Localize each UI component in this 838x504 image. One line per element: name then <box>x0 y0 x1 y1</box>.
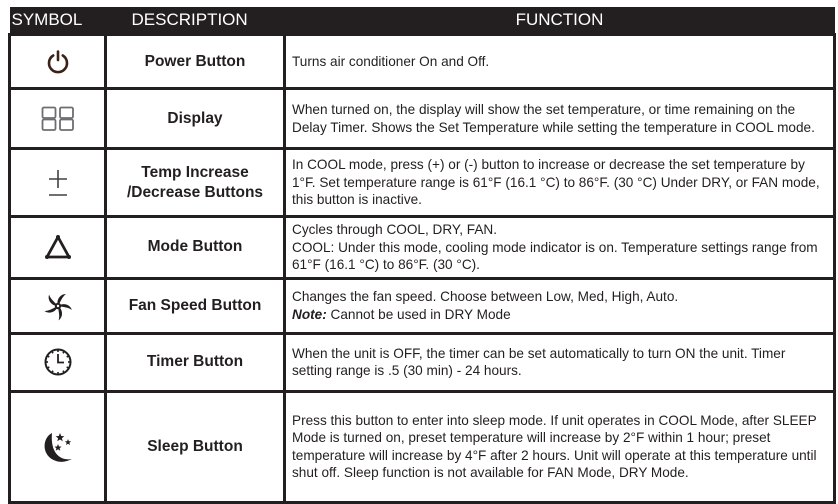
table-row-power <box>10 35 835 89</box>
description-line: Temp Increase <box>141 163 249 181</box>
function-cell: When the unit is OFF, the timer can be set automatically to turn ON the unit. Timer setting range is .5 (30 min) - 24 hours. <box>285 333 835 391</box>
description-cell: Timer Button <box>106 333 285 391</box>
table-row-display <box>10 89 835 149</box>
symbol-cell <box>10 278 106 333</box>
table-row-sleep <box>10 391 835 502</box>
table-row-fan-speed <box>10 278 835 333</box>
table-row-timer <box>10 333 835 391</box>
header-description: DESCRIPTION <box>106 7 285 35</box>
note-text: Cannot be used in DRY Mode <box>326 306 511 322</box>
function-cell: Press this button to enter into sleep mode. If unit operates in COOL Mode, after SLEEP Mode is turned on, preset temperature will increase by 2°F within 1 hour; preset temperature will increase by 4°F after 2 hours. Unit will operate at this temperature until shut off. Sleep function is not available for FAN Mode, DRY Mode. <box>285 391 835 502</box>
symbol-cell <box>10 89 106 149</box>
description-cell: Sleep Button <box>106 391 285 502</box>
description-line: /Decrease Buttons <box>126 183 264 201</box>
description-cell: Fan Speed Button <box>106 278 285 333</box>
header-symbol: SYMBOL <box>10 7 106 35</box>
function-cell: In COOL mode, press (+) or (-) button to increase or decrease the set temperature by 1°F. Set temperature range is 61°F (16.1 °C) to 86°F. (30 °C) Under DRY, or FAN mode, this button is inactive. <box>285 149 835 217</box>
header-row <box>10 7 835 35</box>
header-function: FUNCTION <box>285 7 835 35</box>
controls-table <box>8 7 836 504</box>
function-cell <box>285 217 835 279</box>
description-cell: Power Button <box>106 35 285 89</box>
symbol-cell <box>10 217 106 279</box>
symbol-cell <box>10 149 106 217</box>
symbol-cell <box>10 333 106 391</box>
note-label: Note: <box>292 306 327 322</box>
plus-minus-icon <box>46 174 70 191</box>
fan-icon <box>43 297 73 314</box>
clock-icon <box>43 353 73 370</box>
function-cell: Turns air conditioner On and Off. <box>285 35 835 89</box>
function-line <box>292 306 829 324</box>
moon-stars-icon <box>40 438 76 455</box>
symbol-cell <box>10 391 106 502</box>
function-cell: When turned on, the display will show the set temperature, or time remaining on the Delay Timer. Shows the Set Temperature while setting the temperature in COOL mode. <box>285 89 835 149</box>
description-cell: Display <box>106 89 285 149</box>
description-cell <box>106 149 285 217</box>
description-cell: Mode Button <box>106 217 285 279</box>
table-row-mode <box>10 217 835 279</box>
power-icon <box>45 53 71 70</box>
function-cell <box>285 278 835 333</box>
function-line: COOL: Under this mode, cooling mode indicator is on. Temperature settings range from 61°F (16.1 °C) to 86°F. (30 °C). <box>292 239 818 272</box>
function-line: Cycles through COOL, DRY, FAN. <box>292 222 497 237</box>
table-row-temp <box>10 149 835 217</box>
triangle-mode-icon <box>44 238 72 255</box>
symbol-cell <box>10 35 106 89</box>
seven-segment-display-icon <box>41 110 75 127</box>
function-line: Changes the fan speed. Choose between Low, Med, High, Auto. <box>292 289 679 304</box>
